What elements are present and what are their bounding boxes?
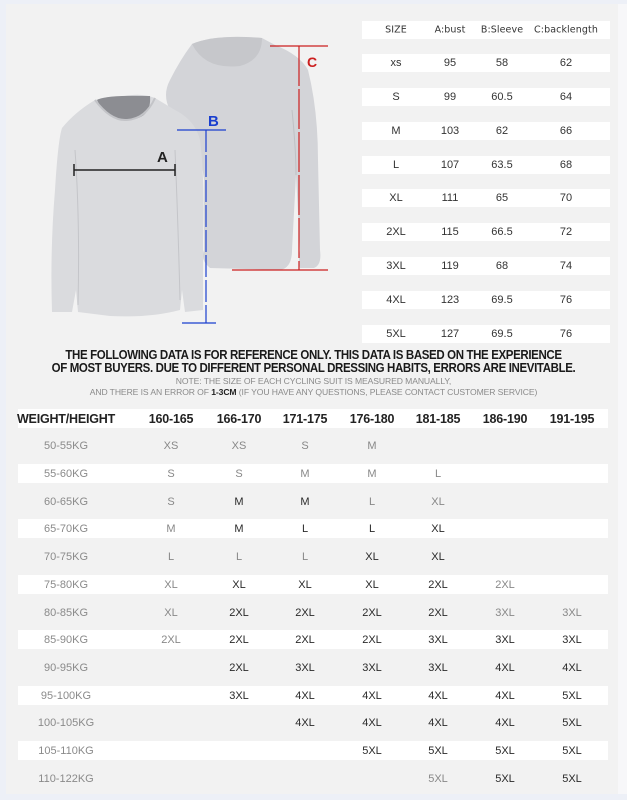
size-cell: 5XL (362, 744, 382, 757)
size-cell: 3XL (295, 661, 315, 674)
table-row (18, 464, 608, 483)
disclaimer-line-2: OF MOST BUYERS. DUE TO DIFFERENT PERSONAL DRESSING HABITS, ERRORS ARE INEVITABLE. (51, 361, 576, 375)
size-cell: M (166, 522, 176, 535)
cell-sleeve: 69.5 (491, 294, 513, 306)
header-height-range: 171-175 (282, 411, 328, 426)
size-cell: XL (164, 578, 178, 591)
size-cell: 2XL (362, 633, 382, 646)
size-row-m (362, 122, 610, 140)
size-cell: 2XL (295, 633, 315, 646)
size-cell: 2XL (495, 578, 515, 591)
size-cell: XL (431, 522, 445, 535)
header-height-range: 160-165 (148, 411, 194, 426)
header-backlength: C:backlength (534, 24, 598, 36)
size-cell: 3XL (495, 633, 515, 646)
cell-bust: 127 (440, 328, 460, 340)
size-cell: S (167, 467, 175, 480)
size-cell: L (235, 550, 243, 563)
note-line-1: NOTE: THE SIZE OF EACH CYCLING SUIT IS MEASURED MANUALLY, (175, 376, 452, 386)
cell-size: L (392, 159, 400, 171)
size-row-xl (362, 189, 610, 207)
cell-bust: 107 (440, 159, 460, 171)
size-cell: XL (365, 578, 379, 591)
size-cell: XL (365, 550, 379, 563)
table-row (18, 686, 608, 705)
size-cell: 2XL (428, 606, 448, 619)
size-row-s (362, 88, 610, 106)
disclaimer-line-1: THE FOLLOWING DATA IS FOR REFERENCE ONLY. THIS DATA IS BASED ON THE EXPERIENCE (65, 348, 562, 362)
weight-range-label: 90-95KG (43, 661, 89, 674)
size-row-4xl (362, 291, 610, 309)
size-cell: 4XL (495, 661, 515, 674)
size-cell: L (434, 467, 442, 480)
size-cell: 2XL (229, 633, 249, 646)
size-cell: 4XL (428, 716, 448, 729)
cell-backlength: 68 (559, 159, 573, 171)
size-cell: 5XL (428, 744, 448, 757)
size-table-header (362, 21, 610, 39)
cell-bust: 111 (441, 192, 459, 204)
panel-edge (618, 4, 627, 794)
table-row (18, 547, 608, 566)
cell-sleeve: 58 (495, 57, 509, 69)
size-cell: L (368, 522, 376, 535)
size-row-l (362, 156, 610, 174)
weight-range-label: 95-100KG (40, 689, 92, 702)
size-cell: 4XL (495, 689, 515, 702)
cell-backlength: 64 (559, 91, 573, 103)
size-cell: XS (231, 439, 247, 452)
size-cell: M (234, 495, 244, 508)
size-cell: 4XL (362, 716, 382, 729)
cell-backlength: 70 (559, 192, 573, 204)
header-weight-height: WEIGHT/HEIGHT (16, 411, 116, 426)
size-row-xs (362, 54, 610, 72)
cell-bust: 99 (443, 91, 457, 103)
header-height-range: 176-180 (349, 411, 395, 426)
weight-range-label: 55-60KG (43, 467, 89, 480)
size-cell: S (301, 439, 309, 452)
table-row (18, 603, 608, 622)
header-bust: A:bust (434, 24, 466, 36)
weight-range-label: 80-85KG (43, 606, 89, 619)
weight-range-label: 85-90KG (43, 633, 89, 646)
size-cell: XL (232, 578, 246, 591)
cell-sleeve: 65 (495, 192, 509, 204)
cell-sleeve: 68 (495, 260, 509, 272)
size-cell: 4XL (495, 716, 515, 729)
size-cell: 5XL (562, 772, 582, 785)
cell-size: S (392, 91, 400, 103)
table-row (18, 492, 608, 511)
size-cell: XL (298, 578, 312, 591)
weight-range-label: 105-110KG (38, 744, 94, 757)
note-text: AND THERE IS AN ERROR OF (89, 387, 212, 397)
cell-backlength: 66 (559, 125, 573, 137)
table-row (18, 741, 608, 760)
size-cell: S (167, 495, 175, 508)
cell-size: 2XL (386, 226, 406, 238)
weight-height-header (18, 409, 608, 428)
size-cell: 2XL (428, 578, 448, 591)
size-cell: 4XL (295, 689, 315, 702)
header-height-range: 181-185 (415, 411, 461, 426)
header-sleeve: B:Sleeve (480, 24, 524, 36)
size-row-5xl (362, 325, 610, 343)
cell-bust: 95 (443, 57, 457, 69)
cell-backlength: 76 (559, 328, 573, 340)
size-cell: 3XL (495, 606, 515, 619)
table-row (18, 769, 608, 788)
size-cell: M (367, 467, 377, 480)
size-cell: XL (164, 606, 178, 619)
table-row (18, 658, 608, 677)
note-text: (IF YOU HAVE ANY QUESTIONS, PLEASE CONTACT CUSTOMER SERVICE) (236, 387, 538, 397)
size-cell: L (368, 495, 376, 508)
cell-size: 4XL (386, 294, 406, 306)
size-cell: M (300, 467, 310, 480)
table-row (18, 436, 608, 455)
size-cell: XL (431, 495, 445, 508)
size-cell: 4XL (362, 689, 382, 702)
size-cell: 3XL (229, 689, 249, 702)
size-cell: 5XL (562, 744, 582, 757)
cell-bust: 119 (441, 260, 459, 272)
note-line-2 (0, 387, 627, 397)
table-row (18, 713, 608, 732)
size-cell: 2XL (161, 633, 181, 646)
weight-range-label: 70-75KG (43, 550, 89, 563)
label-a: A (157, 149, 168, 166)
size-cell: 2XL (295, 606, 315, 619)
size-cell: L (167, 550, 175, 563)
cell-bust: 103 (440, 125, 460, 137)
cell-size: 5XL (386, 328, 406, 340)
header-height-range: 191-195 (549, 411, 595, 426)
size-cell: 4XL (428, 689, 448, 702)
cell-sleeve: 62 (495, 125, 509, 137)
size-cell: 2XL (229, 661, 249, 674)
size-row-3xl (362, 257, 610, 275)
size-cell: M (300, 495, 310, 508)
table-row (18, 519, 608, 538)
size-cell: L (301, 550, 309, 563)
note-error-range: 1-3CM (211, 387, 237, 397)
header-size: SIZE (385, 24, 407, 36)
weight-range-label: 100-105KG (37, 716, 95, 729)
size-cell: 5XL (562, 689, 582, 702)
weight-range-label: 75-80KG (43, 578, 89, 591)
cell-backlength: 74 (559, 260, 573, 272)
cell-sleeve: 69.5 (491, 328, 513, 340)
size-cell: S (235, 467, 243, 480)
size-cell: 5XL (428, 772, 448, 785)
label-c: C (307, 54, 318, 70)
size-cell: L (301, 522, 309, 535)
size-cell: 2XL (229, 606, 249, 619)
front-hoodie-image (51, 95, 203, 317)
size-row-2xl (362, 223, 610, 241)
size-cell: 5XL (495, 744, 515, 757)
size-cell: XL (431, 550, 445, 563)
label-b: B (208, 113, 219, 130)
cell-sleeve: 60.5 (491, 91, 513, 103)
garment-illustration (0, 0, 360, 340)
table-row (18, 575, 608, 594)
size-cell: 3XL (562, 606, 582, 619)
size-cell: 5XL (495, 772, 515, 785)
size-cell: 4XL (295, 716, 315, 729)
size-cell: 3XL (362, 661, 382, 674)
table-row (18, 630, 608, 649)
header-height-range: 166-170 (216, 411, 262, 426)
size-cell: 5XL (562, 716, 582, 729)
cell-sleeve: 66.5 (491, 226, 513, 238)
cell-size: xs (390, 57, 402, 69)
cell-bust: 115 (441, 226, 459, 238)
size-cell: M (234, 522, 244, 535)
cell-size: XL (389, 192, 403, 204)
size-cell: 2XL (362, 606, 382, 619)
cell-size: M (391, 125, 401, 137)
weight-range-label: 110-122KG (38, 772, 94, 785)
cell-backlength: 72 (559, 226, 573, 238)
weight-range-label: 60-65KG (43, 495, 89, 508)
size-cell: 3XL (428, 633, 448, 646)
size-cell: 3XL (562, 633, 582, 646)
disclaimer-block (0, 349, 627, 397)
cell-backlength: 76 (559, 294, 573, 306)
cell-sleeve: 63.5 (491, 159, 513, 171)
cell-bust: 123 (440, 294, 460, 306)
size-cell: M (367, 439, 377, 452)
weight-range-label: 65-70KG (43, 522, 89, 535)
size-cell: 4XL (562, 661, 582, 674)
size-cell: XS (163, 439, 179, 452)
header-height-range: 186-190 (482, 411, 528, 426)
cell-backlength: 62 (559, 57, 573, 69)
weight-range-label: 50-55KG (43, 439, 89, 452)
cell-size: 3XL (386, 260, 406, 272)
size-cell: 3XL (428, 661, 448, 674)
